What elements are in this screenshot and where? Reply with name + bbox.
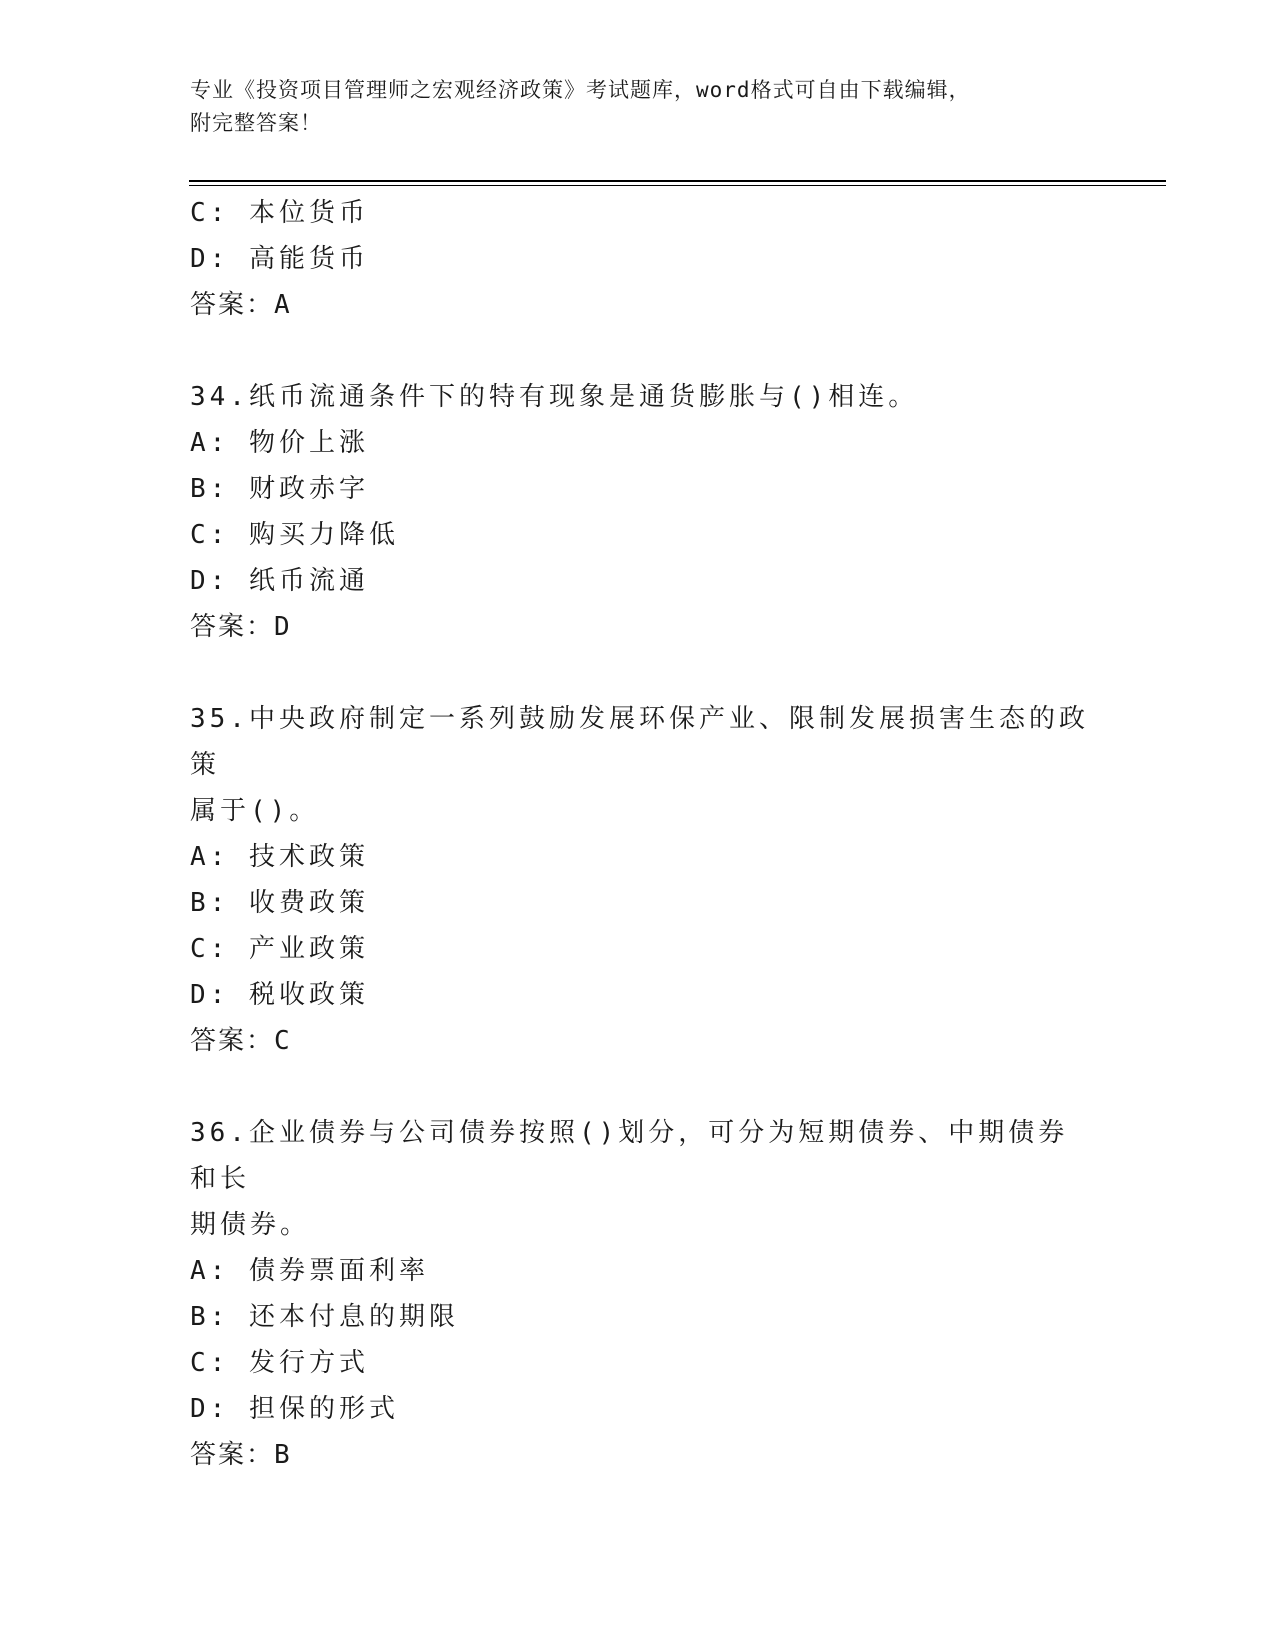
option-d xyxy=(190,558,1090,604)
stem-line: 35.中央政府制定一系列鼓励发展环保产业、限制发展损害生态的政策 xyxy=(190,704,1089,780)
document-header xyxy=(190,74,1090,140)
option-d xyxy=(190,972,1090,1018)
option-text: 还本付息的期限 xyxy=(248,1302,459,1332)
question-34 xyxy=(190,374,1090,650)
answer-value: A xyxy=(274,290,292,320)
spacer xyxy=(190,1064,1090,1110)
header-divider-thick xyxy=(189,180,1166,182)
answer-value: D xyxy=(274,612,292,642)
option-c xyxy=(190,512,1090,558)
answer-value: B xyxy=(274,1440,292,1470)
stem-line: 34.纸币流通条件下的特有现象是通货膨胀与()相连。 xyxy=(190,382,919,412)
option-c xyxy=(190,190,1090,236)
option-text: 担保的形式 xyxy=(248,1394,399,1424)
option-text: 物价上涨 xyxy=(248,428,369,458)
option-a xyxy=(190,420,1090,466)
stem-line: 36.企业债券与公司债券按照()划分，可分为短期债券、中期债券和长 xyxy=(190,1118,1069,1194)
option-text: 购买力降低 xyxy=(248,520,399,550)
answer-value: C xyxy=(274,1026,292,1056)
option-d xyxy=(190,236,1090,282)
answer-line xyxy=(190,604,1090,650)
option-label: B: xyxy=(190,888,230,918)
option-label: B: xyxy=(190,474,230,504)
option-text: 财政赤字 xyxy=(248,474,369,504)
answer-line xyxy=(190,1018,1090,1064)
question-35 xyxy=(190,696,1090,1064)
option-label: C: xyxy=(190,198,230,228)
option-label: C: xyxy=(190,520,230,550)
option-text: 税收政策 xyxy=(248,980,369,1010)
option-text: 纸币流通 xyxy=(248,566,369,596)
answer-label: 答案： xyxy=(190,1440,275,1470)
option-b xyxy=(190,1294,1090,1340)
header-divider-thin xyxy=(189,185,1166,186)
option-d xyxy=(190,1386,1090,1432)
stem-line: 期债券。 xyxy=(190,1210,311,1240)
option-text: 收费政策 xyxy=(248,888,369,918)
option-label: A: xyxy=(190,842,230,872)
answer-line xyxy=(190,1432,1090,1478)
option-text: 债券票面利率 xyxy=(248,1256,429,1286)
answer-line xyxy=(190,282,1090,328)
question-stem xyxy=(190,696,1090,834)
question-stem xyxy=(190,374,1090,420)
option-label: D: xyxy=(190,1394,230,1424)
answer-label: 答案： xyxy=(190,290,275,320)
option-label: C: xyxy=(190,1348,230,1378)
answer-label: 答案： xyxy=(190,1026,275,1056)
header-line-1: 专业《投资项目管理师之宏观经济政策》考试题库，word格式可自由下载编辑， xyxy=(190,78,971,102)
question-36 xyxy=(190,1110,1090,1478)
option-a xyxy=(190,1248,1090,1294)
option-c xyxy=(190,1340,1090,1386)
option-label: D: xyxy=(190,244,230,274)
option-text: 产业政策 xyxy=(248,934,369,964)
question-list xyxy=(190,190,1090,1478)
option-label: A: xyxy=(190,1256,230,1286)
option-b xyxy=(190,880,1090,926)
option-label: D: xyxy=(190,566,230,596)
question-stem xyxy=(190,1110,1090,1248)
option-a xyxy=(190,834,1090,880)
option-text: 本位货币 xyxy=(248,198,369,228)
spacer xyxy=(190,650,1090,696)
option-label: C: xyxy=(190,934,230,964)
spacer xyxy=(190,328,1090,374)
option-label: A: xyxy=(190,428,230,458)
option-text: 高能货币 xyxy=(248,244,369,274)
option-text: 技术政策 xyxy=(248,842,369,872)
answer-label: 答案： xyxy=(190,612,275,642)
stem-line: 属于()。 xyxy=(190,796,320,826)
option-b xyxy=(190,466,1090,512)
option-label: B: xyxy=(190,1302,230,1332)
option-label: D: xyxy=(190,980,230,1010)
option-c xyxy=(190,926,1090,972)
option-text: 发行方式 xyxy=(248,1348,369,1378)
question-33-continued xyxy=(190,190,1090,328)
header-line-2: 附完整答案！ xyxy=(190,111,322,135)
